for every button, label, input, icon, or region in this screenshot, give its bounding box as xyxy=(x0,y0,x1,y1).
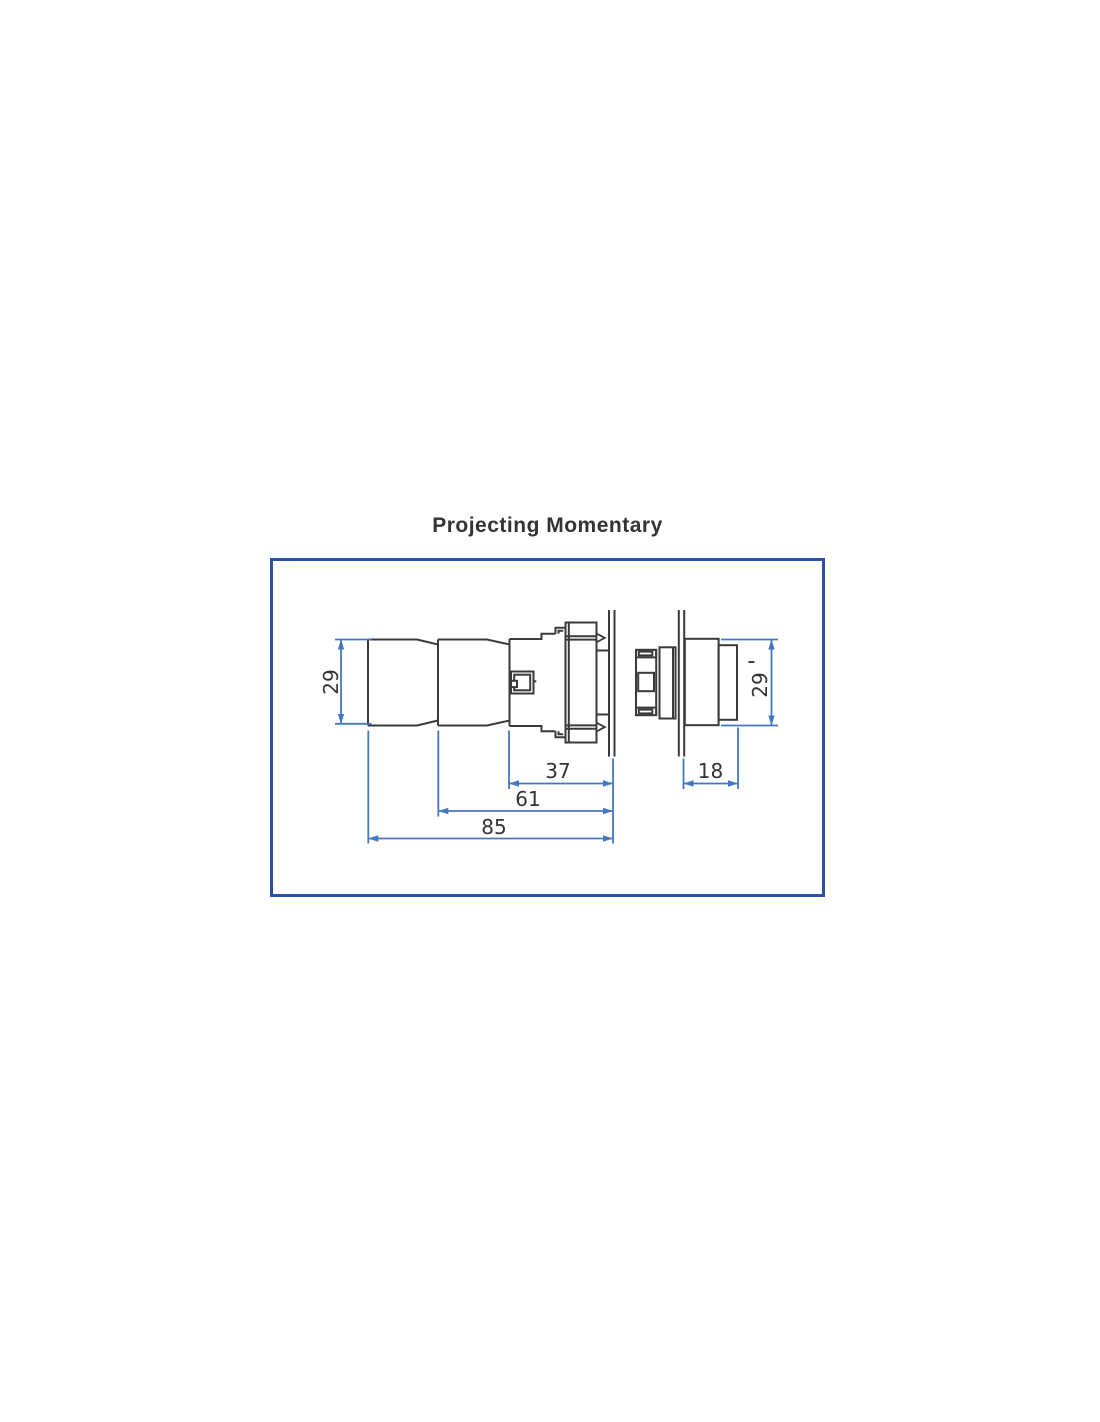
button-neck xyxy=(438,639,510,726)
panel-plate-side-view xyxy=(609,610,615,757)
dim-label-body-depth: 61 xyxy=(515,787,541,811)
dim-label-height-left: 29 xyxy=(319,668,343,695)
latch-adapter-bracket xyxy=(636,650,656,715)
contact-block-latch xyxy=(511,672,536,694)
diagram-title: Projecting Momentary xyxy=(432,514,663,537)
side-view xyxy=(368,610,615,757)
dim-label-total-depth: 85 xyxy=(481,814,507,839)
dimension-lines xyxy=(335,640,778,844)
locking-ring xyxy=(660,647,676,718)
bezel-base-rear xyxy=(685,639,719,725)
button-head xyxy=(368,640,438,726)
dim-label-operator-depth: 37 xyxy=(545,759,571,783)
dim-label-height-right: 29 xyxy=(748,672,772,698)
rear-view xyxy=(636,610,755,757)
dim-label-front-projection: 18 xyxy=(697,759,724,783)
alignment-pointer-top xyxy=(597,634,605,643)
mounting-collar xyxy=(566,623,610,743)
panel-plate-rear-view xyxy=(679,610,684,757)
alignment-pointer-bottom xyxy=(597,723,605,732)
button-head-rear xyxy=(719,645,737,720)
technical-drawing xyxy=(270,558,825,897)
